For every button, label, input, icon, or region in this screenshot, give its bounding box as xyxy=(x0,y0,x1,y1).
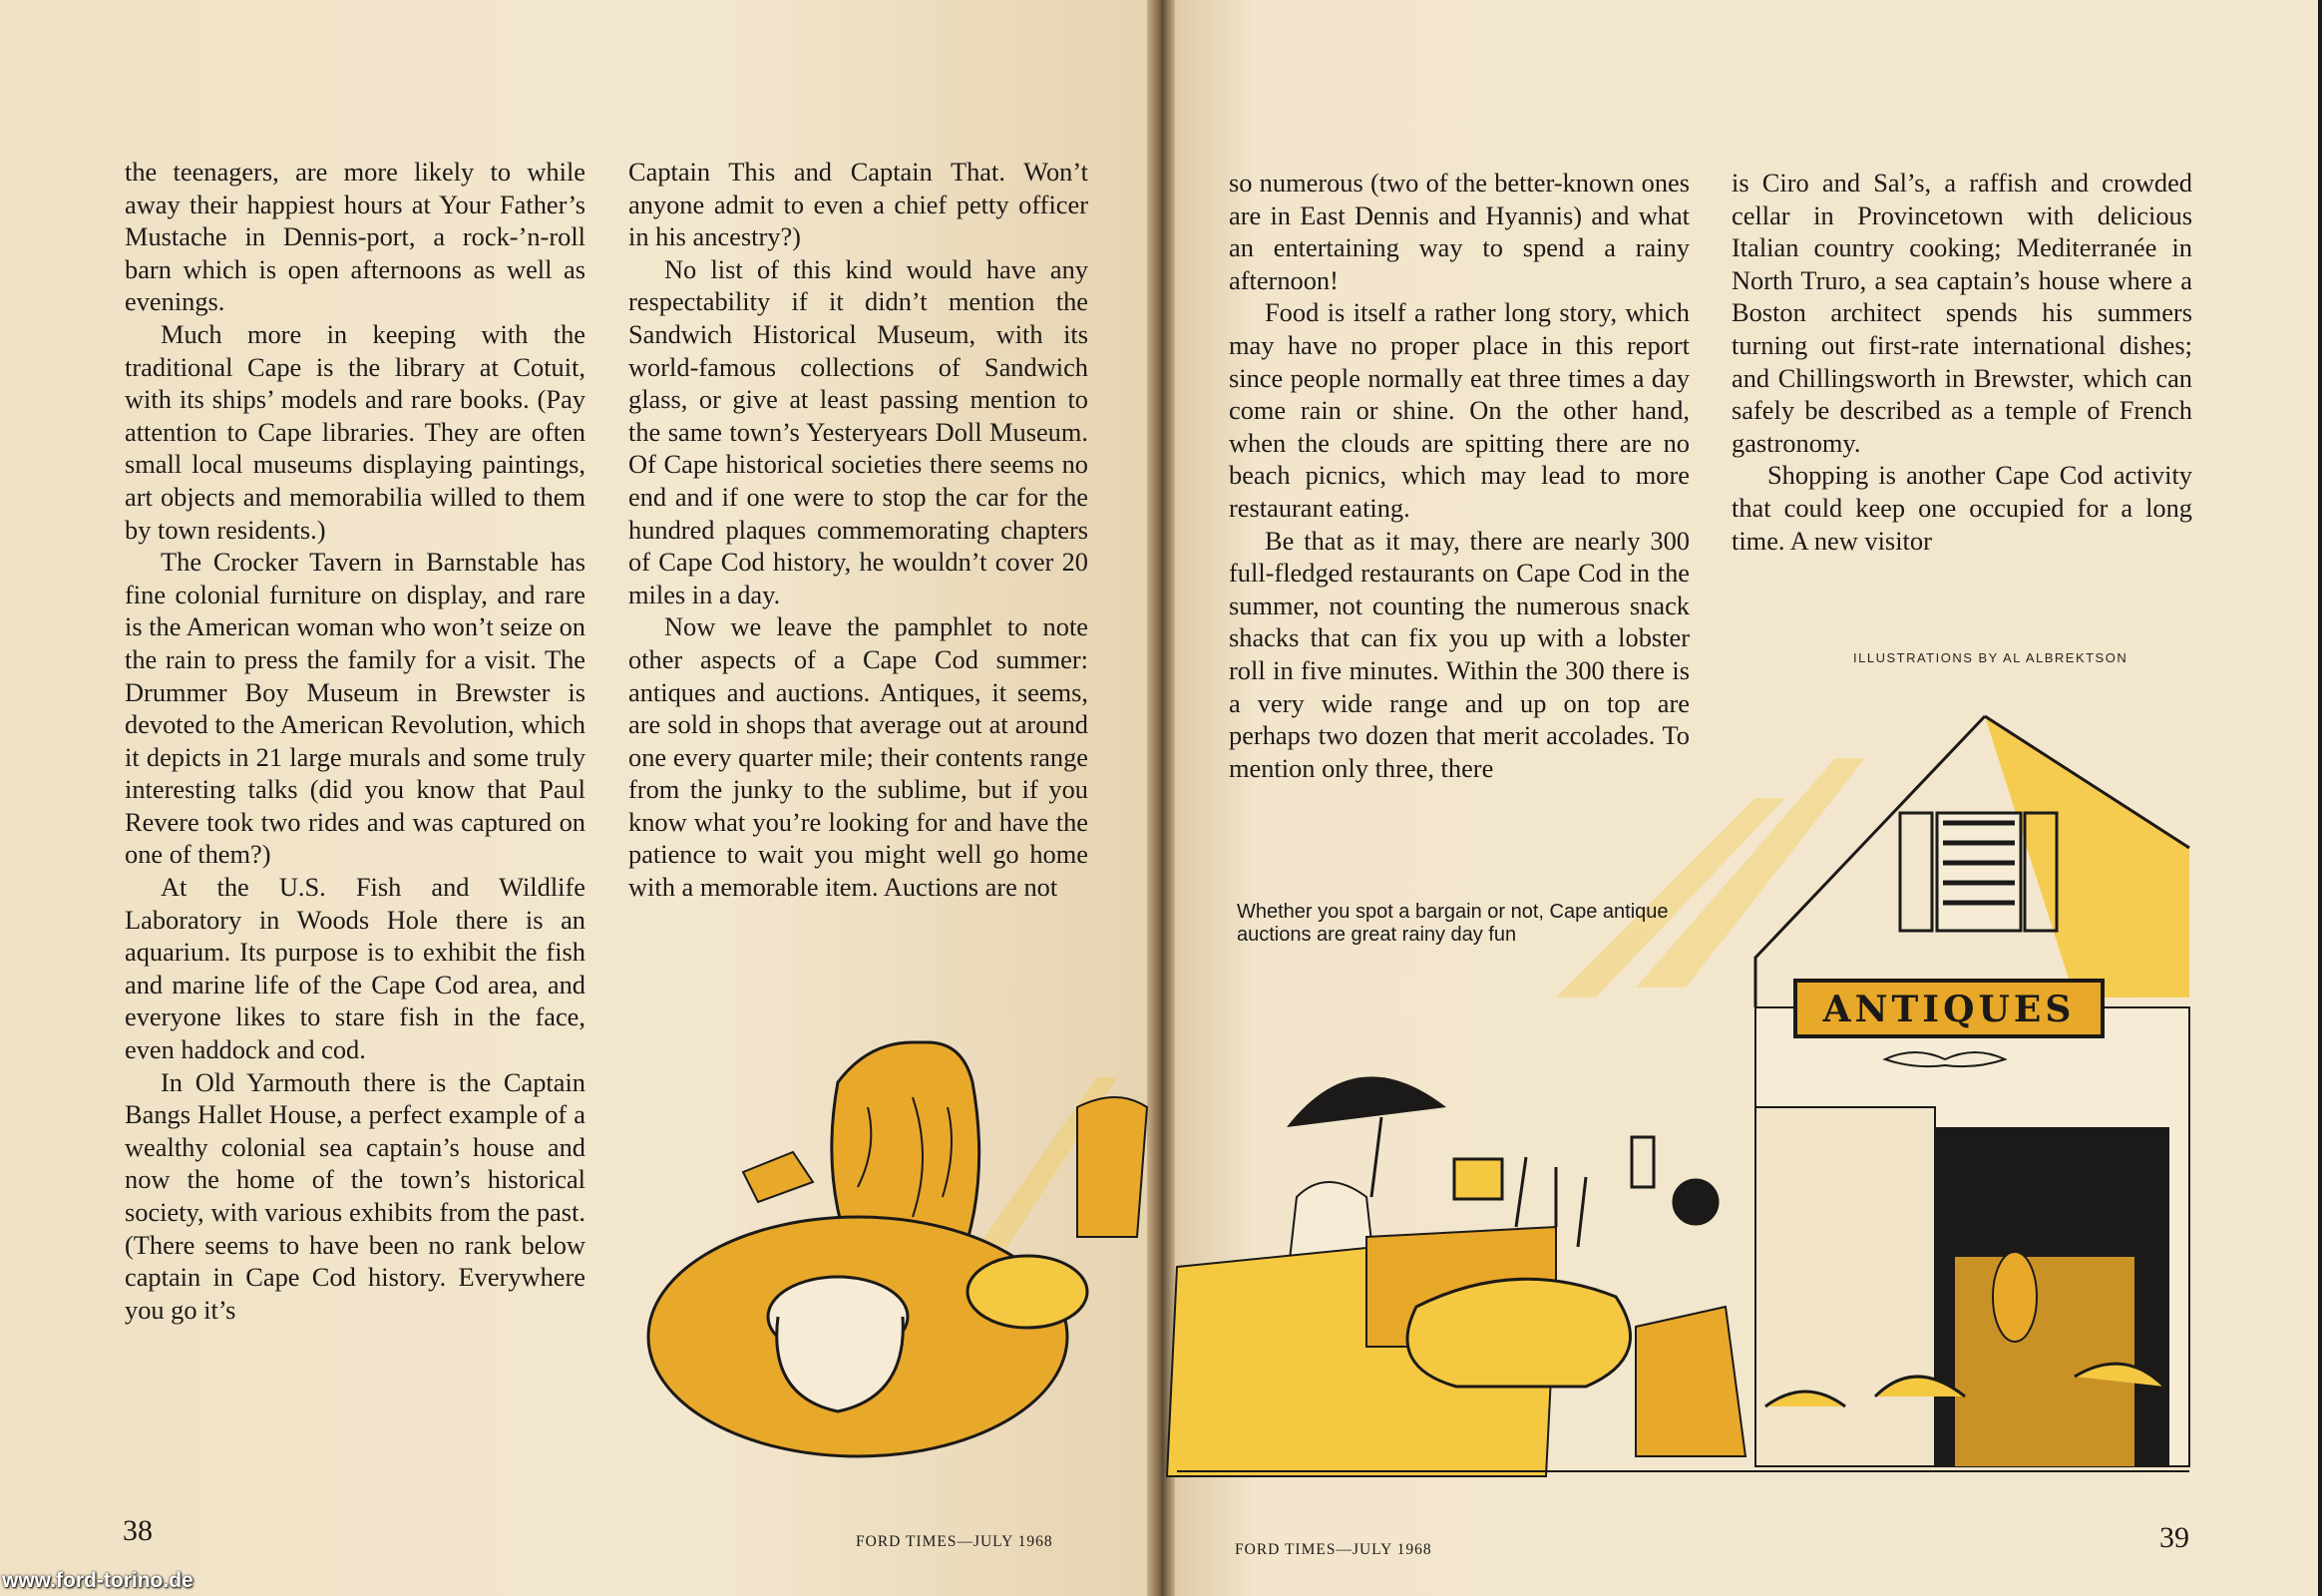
paragraph: Food is itself a rather long story, which may have no proper place in this report since people normally eat three times a day come rain or shine. On the other hand, when the clouds are spitting there are no beach picnics, which may lead to more restaurant eating. xyxy=(1229,297,1690,523)
footer-left: FORD TIMES—JULY 1968 xyxy=(856,1533,1053,1550)
antiques-shop-building xyxy=(1755,716,2189,1466)
paragraph: Be that as it may, there are nearly 300 full-fledged restaurants on Cape Cod in the summer, not counting the numerous snack shacks that can fix you up with a lobster roll in five minutes. Within the 300 there is a very wide range and up on top are perhaps two dozen that merit accolades. To mention only three, there xyxy=(1229,525,1690,783)
paragraph: No list of this kind would have any respectability if it didn’t mention the Sandwich Historical Museum, with its world-famous collections of Sandwich glass, or give at least passing mention to the same town’s Yesteryears Doll Museum. Of Cape historical societies there seems no end and if one were to stop the car for the hundred plaques commemorating chapters of Cape Cod history, he wouldn’t cover 20 miles in a day. xyxy=(628,253,1088,609)
illustration-caption: Whether you spot a bargain or not, Cape antique auctions are great rainy day fun xyxy=(1237,901,1669,946)
watermark: www.ford-torino.de xyxy=(2,1569,194,1592)
paragraph: so numerous (two of the better-known ones are in East Dennis and Hyannis) and what an entertaining way to spend a rainy afternoon! xyxy=(1229,168,1690,295)
shop-sign-text: ANTIQUES xyxy=(1822,989,2076,1030)
right-page-column-2 xyxy=(1732,167,2192,557)
paragraph: Now we leave the pamphlet to note other aspects of a Cape Cod summer: antiques and auctions. Antiques, it seems, are sold in shops that average out at around one every quarter mile; their contents range from the junky to the sublime, but if you know what you’re looking for and have the patience to wait you might well go home with a memorable item. Auctions are not xyxy=(628,611,1088,903)
paragraph: The Crocker Tavern in Barnstable has fine colonial furniture on display, and rare is the American woman who won’t seize on the rain to press the family for a visit. The Drummer Boy Museum in Brewster is devoted to the American Revolution, which it depicts in 21 large murals and some truly interesting talks (did you know that Paul Revere took two rides and was captured on one of them?) xyxy=(125,547,585,870)
paragraph: At the U.S. Fish and Wildlife Laboratory in Woods Hole there is an aquarium. Its purpose is to exhibit the fish and marine life of the Cape Cod area, and everyone likes to stare fish in the face, even haddock and cod. xyxy=(125,872,585,1065)
paragraph: Much more in keeping with the traditional Cape is the library at Cotuit, with its ships’ models and rare books. (Pay attention to Cape libraries. They are often small local museums displaying paintings, art objects and memorabilia willed to them by town residents.) xyxy=(125,318,585,545)
footer-right: FORD TIMES—JULY 1968 xyxy=(1235,1541,1432,1558)
paragraph: Captain This and Captain That. Won’t anyone admit to even a chief petty officer in his ancestry?) xyxy=(628,157,1088,252)
left-page-column-2 xyxy=(628,156,1088,904)
paragraph: In Old Yarmouth there is the Captain Bangs Hallet House, a perfect example of a wealthy colonial sea captain’s house and now the home of the town’s historical society, with various exhibits from the past. (There seems to have been no rank below captain in Cape Cod history. Everywhere you go it’s xyxy=(125,1066,585,1325)
illustration-credit: ILLUSTRATIONS BY AL ALBREKTSON xyxy=(1853,650,2128,665)
paragraph: the teenagers, are more likely to while away their happiest hours at Your Father’s Mustache in Dennis-port, a rock-’n-roll barn which is open afternoons as well as evenings. xyxy=(125,157,585,317)
page-number-right: 39 xyxy=(2159,1521,2189,1554)
paragraph: is Ciro and Sal’s, a raffish and crowded cellar in Provincetown with delicious Italian country cooking; Mediterranée in North Truro, a sea captain’s house where a Boston architect spends his summers turning out first-rate international dishes; and Chillingsworth in Brewster, which can safely be described as a temple of French gastronomy. xyxy=(1732,168,2192,458)
left-page-column-1 xyxy=(125,156,585,1326)
right-page-column-1 xyxy=(1229,167,1690,784)
page-number-left: 38 xyxy=(123,1514,153,1547)
paragraph: Shopping is another Cape Cod activity that could keep one occupied for a long time. A new visitor xyxy=(1732,460,2192,556)
